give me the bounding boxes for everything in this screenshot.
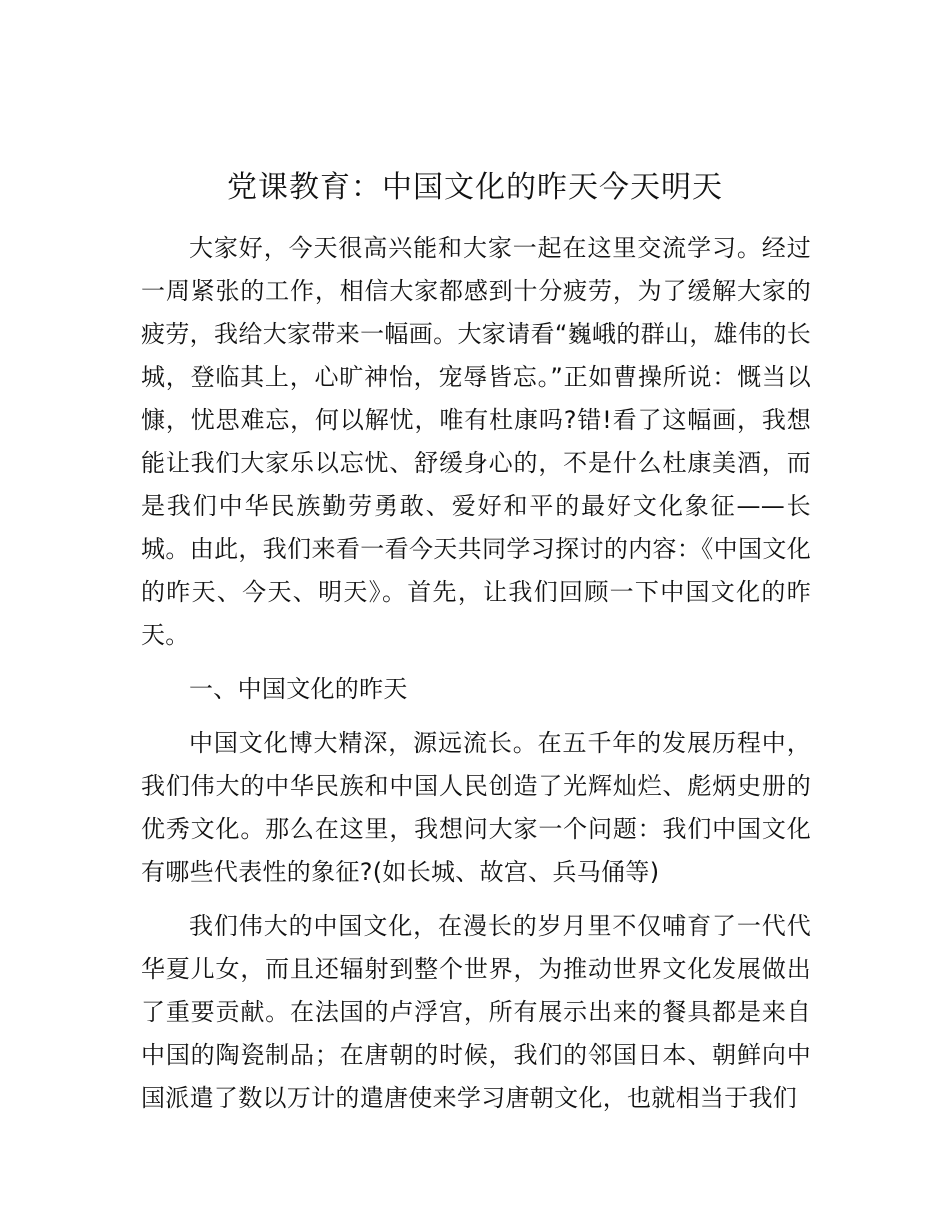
document-body — [141, 227, 811, 1120]
paragraph-introduction: 大家好，今天很高兴能和大家一起在这里交流学习。经过一周紧张的工作，相信大家都感到十分疲劳，为了缓解大家的疲劳，我给大家带来一幅画。大家请看“巍峨的群山，雄伟的长城，登临其上，心旷神怡，宠辱皆忘。”正如曹操所说：慨当以慷，忧思难忘，何以解忧，唯有杜康吗?错!看了这幅画，我想能让我们大家乐以忘忧、舒缓身心的，不是什么杜康美酒，而是我们中华民族勤劳勇敢、爱好和平的最好文化象征——长城。由此，我们来看一看今天共同学习探讨的内容：《中国文化的昨天、今天、明天》。首先，让我们回顾一下中国文化的昨天。 — [141, 234, 811, 649]
section-heading: 一、中国文化的昨天 — [189, 675, 408, 703]
document-title: 党课教育：中国文化的昨天今天明天 — [227, 170, 723, 205]
paragraph-culture-history: 中国文化博大精深，源远流长。在五千年的发展历程中，我们伟大的中华民族和中国人民创造了光辉灿烂、彪炳史册的优秀文化。那么在这里，我想问大家一个问题：我们中国文化有哪些代表性的象征?(如长城、故宫、兵马俑等) — [141, 729, 811, 886]
paragraph-culture-influence: 我们伟大的中国文化，在漫长的岁月里不仅哺育了一代代华夏儿女，而且还辐射到整个世界，为推动世界文化发展做出了重要贡献。在法国的卢浮宫，所有展示出来的餐具都是来自中国的陶瓷制品；在唐朝的时候，我们的邻国日本、朝鲜向中国派遣了数以万计的遣唐使来学习唐朝文化，也就相当于我们 — [141, 912, 811, 1112]
